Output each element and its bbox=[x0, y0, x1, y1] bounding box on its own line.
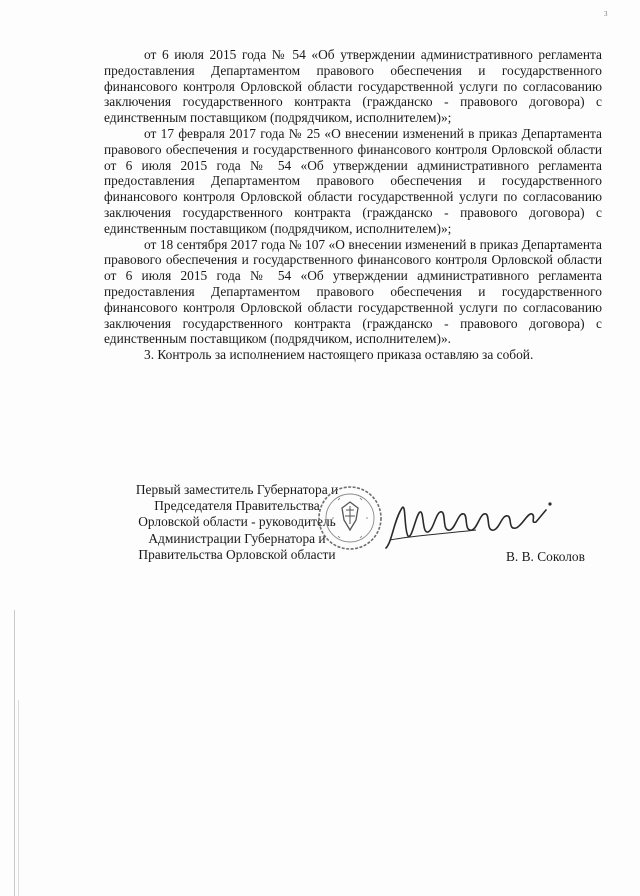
paragraph-control-clause: 3. Контроль за исполнением настоящего приказа оставляю за собой. bbox=[144, 347, 534, 363]
position-line: Орловской области - руководитель bbox=[138, 514, 336, 530]
position-line: Первый заместитель Губернатора и bbox=[135, 482, 339, 497]
paragraph-order-54: от 6 июля 2015 года № 54 «Об утверждении административного регламента предоставления Департаментом правового обеспечения и государственного финансового контроля Орловской области государственной услуги по согласованию заключения государственного контракта (гражданско - правового договора) с единственным поставщиком (подрядчиком, исполнителем)»; bbox=[104, 47, 602, 126]
scan-edge-line bbox=[18, 700, 19, 896]
paragraph-order-107: от 18 сентября 2017 года № 107 «О внесении изменений в приказ Департамента правового обеспечения и государственного финансового контроля Орловской области от 6 июля 2015 года № 54 «Об утверждении административного регламента предоставления Департаментом правового обеспечения и государственного финансового контроля Орловской области государственной услуги по согласованию заключения государственного контракта (гражданско - правового договора) с единственным поставщиком (подрядчиком, исполнителем)». bbox=[104, 236, 602, 347]
position-line: Администрации Губернатора и bbox=[148, 530, 326, 546]
position-line: Председателя Правительства bbox=[154, 498, 320, 514]
position-line: Правительства Орловской области bbox=[138, 546, 336, 562]
paragraph-order-25: от 17 февраля 2017 года № 25 «О внесении изменений в приказ Департамента правового обеспечения и государственного финансового контроля Орловской области от 6 июля 2015 года № 54 «Об утверждении административного регламента предоставления Департаментом правового обеспечения и государственного финансового контроля Орловской области государственной услуги по согласованию заключения государственного контракта (гражданско - правового договора) с единственным поставщиком (подрядчиком, исполнителем)»; bbox=[104, 125, 602, 236]
handwritten-signature bbox=[380, 490, 560, 552]
page-mark: 3 bbox=[604, 10, 608, 18]
document-body bbox=[104, 47, 602, 363]
scan-edge-line bbox=[14, 610, 15, 896]
official-seal bbox=[316, 476, 384, 560]
signature-block bbox=[0, 476, 640, 586]
signer-name: В. В. Соколов bbox=[506, 549, 585, 564]
